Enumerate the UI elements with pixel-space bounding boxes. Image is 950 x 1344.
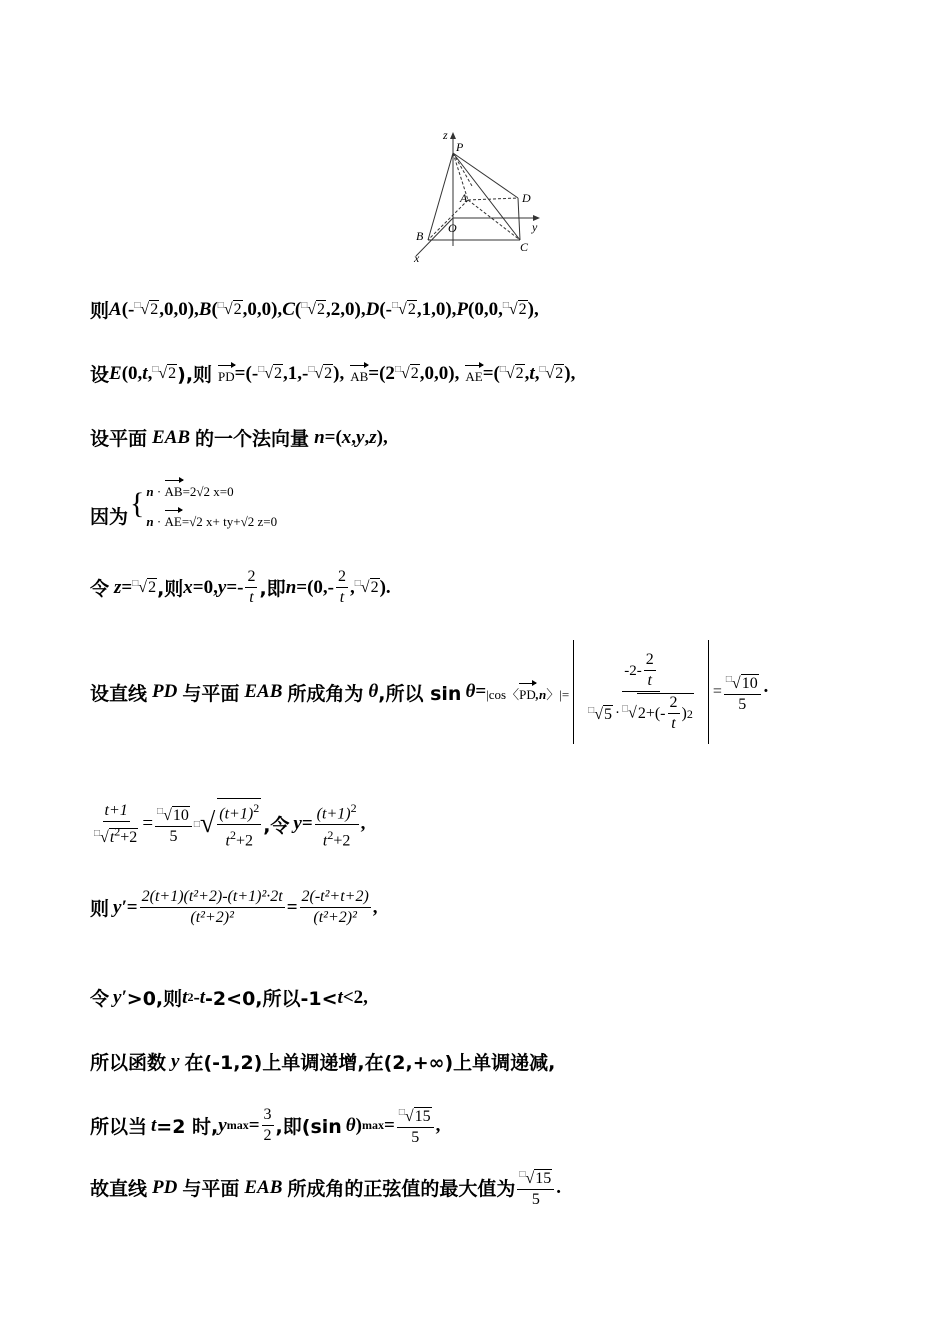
monotonic-line: 所以函数 y 在(-1,2)上单调递增,在(2,+∞)上单调递减, <box>90 1050 556 1074</box>
inequality-line: 令 y′ >0,则 t 2 - t -2<0,所以-1< t <2, <box>90 986 368 1010</box>
label-c: C <box>520 240 529 254</box>
label-o: O <box>448 221 457 235</box>
label-x: x <box>414 251 420 263</box>
coords-line: 则 A (- □√2 ,0,0), B ( □√2 ,0,0), C ( □√2 ,2,0), D (- □√2 ,1,0), P (0,0, □√2 ), <box>90 298 539 322</box>
label-d: D <box>522 191 531 205</box>
normal-vector-line: 设平面 EAB 的一个法向量 n =( x , y , z ), <box>90 426 388 450</box>
pyramid-figure <box>410 128 550 263</box>
max-line: 所以当 t =2 时, y max = $\frac{3}{2}$ ,即(sin θ ) max = $\frac{^□√15}{5}$ , <box>90 1106 441 1146</box>
fraction-2-over-t: $\frac{2}{t}$ <box>247 568 256 606</box>
let-z-line: 令 z = □√2 ,则 x =0, y =- $\frac{2}{t}$ ,即 n =(0,- $\frac{2}{t}$ , □√2 ). <box>90 568 391 606</box>
absolute-value-fraction: -2- $\frac{2}{t}$ □√5 · □√ 2+(- $\frac{2}{t}$ ) 2 <box>573 640 709 744</box>
equation-1: n · AB=2√2 x=0 <box>146 478 277 500</box>
label-z: z <box>443 128 448 142</box>
vectors-line: 设 E (0, t , □√2 ),则 PD =(- □√2 ,1,- □√2 ), AB =(2 □√2 ,0,0), AE =( □√2 , t , □√2 ), <box>90 362 576 386</box>
conclusion-line: 故直线 PD 与平面 EAB 所成角的正弦值的最大值为 $\frac{^□√15}{5}$ . <box>90 1166 561 1209</box>
label-a: A <box>460 191 468 205</box>
edge-pa2 <box>453 153 472 186</box>
vector-pd: PD <box>218 363 235 385</box>
substitution-line: $\frac{t+1}{^□√t^2+2}$ = $\frac{^□√10}{5}$ □ √ $\frac{(t+1)^2}{t^2+2}$ ,令 y = $\frac{(t+1)^2}{t^2+2}$ , <box>90 798 365 851</box>
label-b: B <box>416 229 424 243</box>
equation-system <box>146 478 277 530</box>
label-p: P <box>456 140 464 154</box>
sin-theta-line: 设直线 PD 与平面 EAB 所成角为 θ ,所以 sin θ = |cos〈PD,n〉|= -2- $\frac{2}{t}$ □√5 · □√ 2+(- $\frac{2}{t}$ ) 2 = $\frac{^□√10}{5}$ · <box>90 640 769 744</box>
equation-2: n · AE=√2 x+ ty+√2 z=0 <box>146 508 277 530</box>
edge-ad <box>468 198 518 200</box>
vector-ae: AE <box>465 363 482 385</box>
edge-dc <box>518 198 520 240</box>
system-line: 因为 { n · AB=2√2 x=0 n · AE=√2 x+ ty+√2 z=0 <box>90 478 277 530</box>
label-y: y <box>532 220 538 234</box>
derivative-line: 则 y′ = $\frac{\text{2(t+1)(t²+2)-(t+1)²·2t}}{\text{(t²+2)²}}$ = $\frac{\text{2(-t²+t+2)}}{\text{(t²+2)²}}$ , <box>90 888 378 926</box>
vector-ab: AB <box>350 363 368 385</box>
